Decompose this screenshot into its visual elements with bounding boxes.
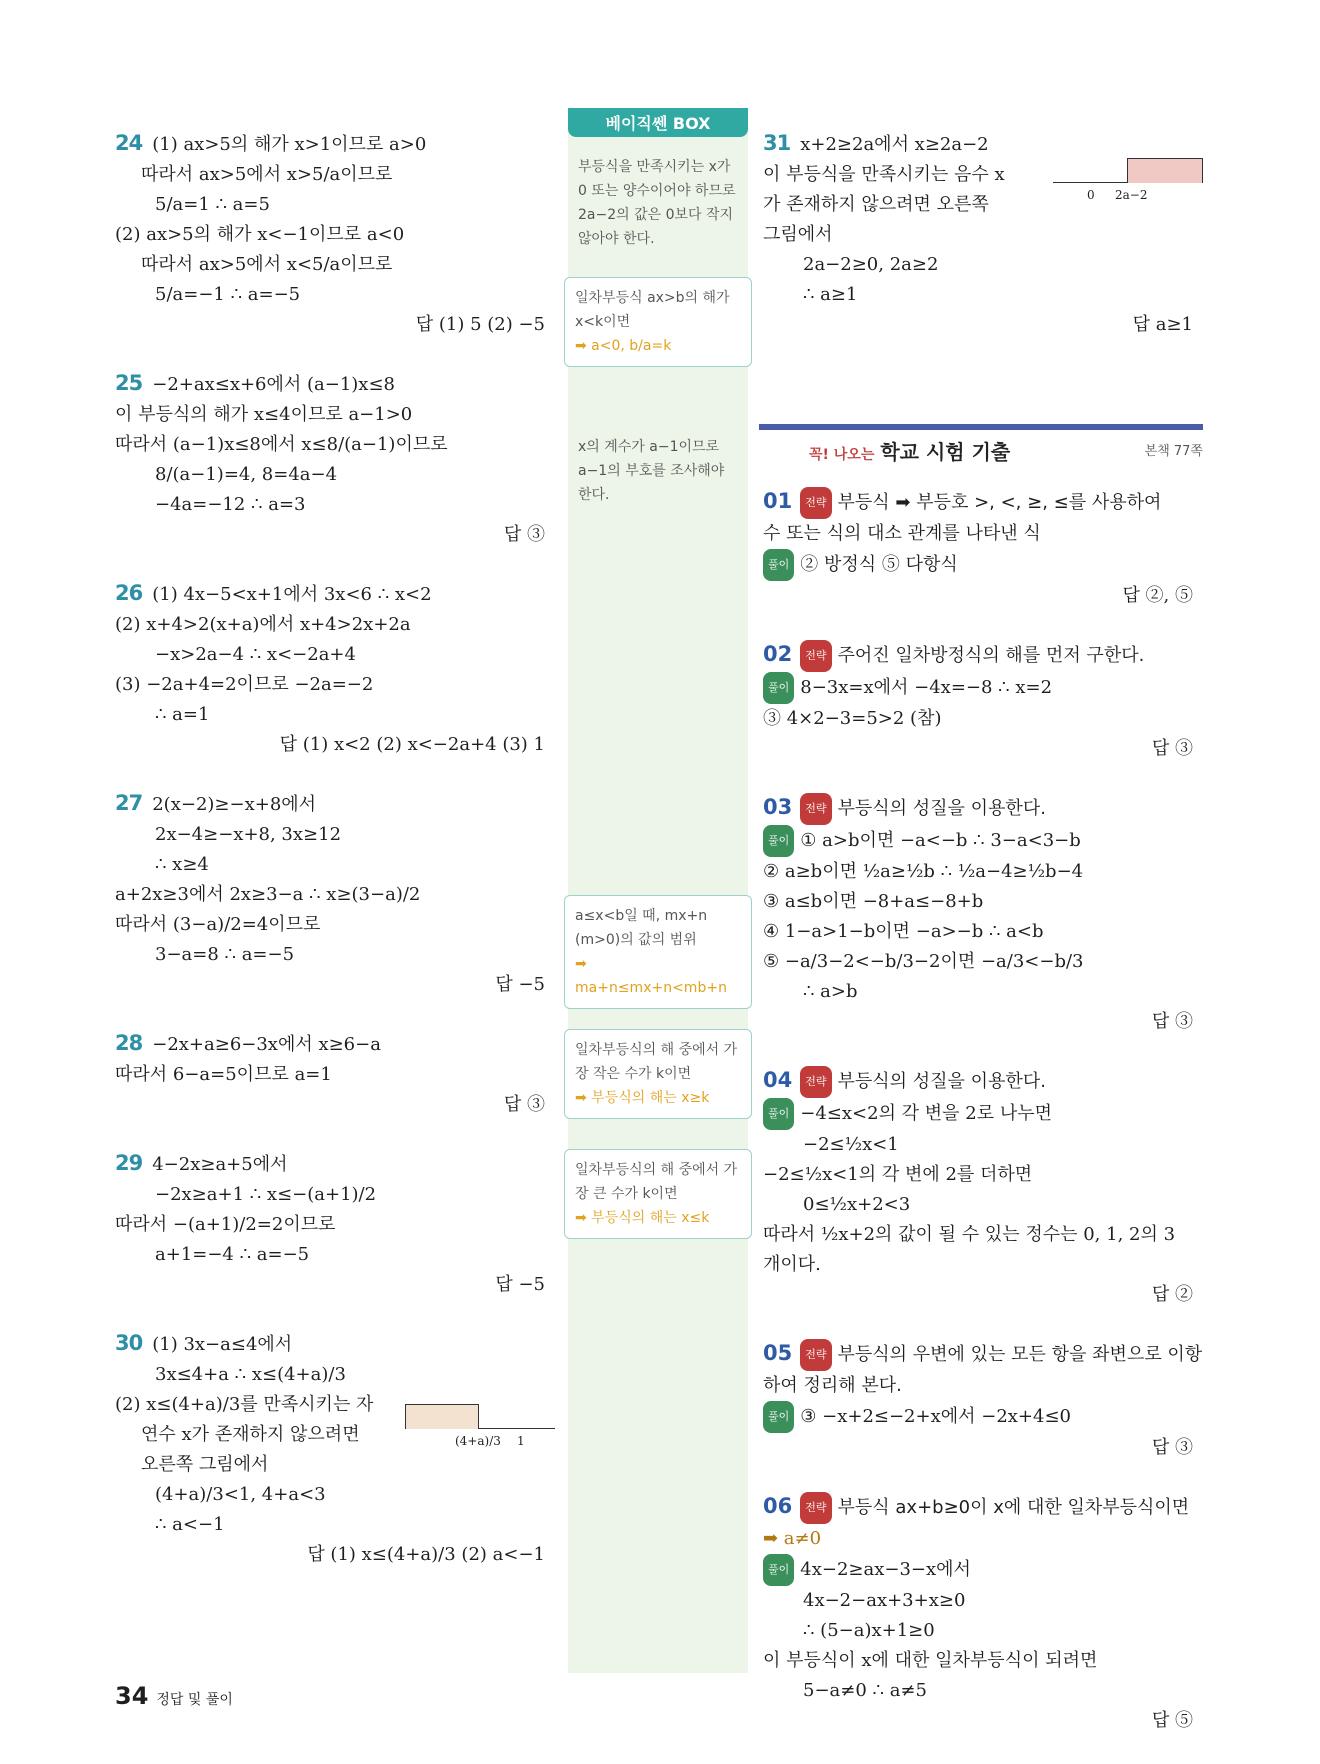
answer: 답 −5	[495, 974, 545, 995]
right-column	[763, 128, 1203, 1764]
solution-line: 2x−4≥−x+8, 3x≥12	[155, 824, 342, 845]
tip-note: x의 계수가 a−1이므로 a−1의 부호를 조사해야 한다.	[578, 439, 725, 503]
solution-line: 따라서 ax>5에서 x>5/a이므로	[141, 164, 393, 185]
question-02	[763, 639, 1203, 764]
solution-badge: 풀이	[763, 1554, 794, 1586]
solution-line: 가 존재하지 않으려면 오른쪽	[763, 194, 989, 215]
strategy-badge: 전략	[800, 1066, 831, 1098]
answer: 답 a≥1	[1132, 314, 1193, 335]
problem-28	[115, 1028, 555, 1120]
solution-line: (3) −2a+4=2이므로 −2a=−2	[115, 674, 374, 695]
tip-box-title: 베이직쎈 BOX	[568, 108, 748, 137]
tip-result: ➡ 부등식의 해는 x≥k	[575, 1090, 710, 1106]
solution-badge: 풀이	[763, 672, 794, 704]
solution-line: ∴ (5−a)x+1≥0	[803, 1620, 935, 1641]
solution-line: −2x+a≥6−3x에서 x≥6−a	[152, 1034, 381, 1055]
solution-badge: 풀이	[763, 1401, 794, 1433]
number-line-shade	[405, 1404, 479, 1429]
problem-26	[115, 578, 555, 760]
page-footer	[115, 1682, 233, 1710]
strategy-line: 주어진 일차방정식의 해를 먼저 구한다.	[837, 645, 1145, 666]
problem-number: 29	[115, 1151, 143, 1175]
solution-line: 이 부등식을 만족시키는 음수 x	[763, 164, 1005, 185]
problem-number: 24	[115, 131, 143, 155]
solution-line: −x>2a−4 ∴ x<−2a+4	[155, 644, 356, 665]
solution-line: a+1=−4 ∴ a=−5	[155, 1244, 310, 1265]
solution-line: ⑤ −a/3−2<−b/3−2이면 −a/3<−b/3	[763, 951, 1084, 972]
problem-30-body	[115, 1390, 555, 1480]
question-01	[763, 486, 1203, 611]
solution-badge: 풀이	[763, 825, 794, 857]
solution-line: −2+ax≤x+6에서 (a−1)x≤8	[152, 374, 395, 395]
solution-line: ④ 1−a>1−b이면 −a>−b ∴ a<b	[763, 921, 1044, 942]
problem-30	[115, 1328, 555, 1570]
footer-label: 정답 및 풀이	[156, 1692, 233, 1708]
problem-number: 26	[115, 581, 143, 605]
tip-card	[564, 277, 752, 367]
solution-line: 3−a=8 ∴ a=−5	[155, 944, 295, 965]
solution-line: 따라서 ½x+2의 값이 될 수 있는 정수는 0, 1, 2의 3	[763, 1224, 1176, 1245]
number-line-tick: 0	[1087, 188, 1095, 202]
answer: 답 ③	[1151, 738, 1193, 759]
answer: 답 (1) x<2 (2) x<−2a+4 (3) 1	[279, 734, 545, 755]
answer: 답 ②	[1151, 1284, 1193, 1305]
solution-line: ∴ a<−1	[155, 1514, 225, 1535]
solution-line: 따라서 (a−1)x≤8에서 x≤8/(a−1)이므로	[115, 434, 448, 455]
solution-line: 5−a≠0 ∴ a≠5	[803, 1680, 927, 1701]
solution-line: ③ 4×2−3=5>2 (참)	[763, 708, 942, 729]
tip-card	[564, 1149, 752, 1239]
page-number: 34	[115, 1682, 149, 1710]
answer: 답 ⑤	[1151, 1710, 1193, 1731]
tip-text: 일차부등식의 해 중에서 가장 작은 수가 k이면	[575, 1042, 738, 1082]
solution-line: 4x−2≥ax−3−x에서	[800, 1559, 971, 1580]
strategy-badge: 전략	[800, 793, 831, 825]
problem-25	[115, 368, 555, 550]
strategy-line: 부등식의 성질을 이용한다.	[837, 798, 1046, 819]
answer: 답 ③	[503, 1094, 545, 1115]
answer: 답 −5	[495, 1274, 545, 1295]
solution-line: ② 방정식 ⑤ 다항식	[800, 554, 958, 575]
solution-line: ① a>b이면 −a<−b ∴ 3−a<3−b	[800, 830, 1081, 851]
solution-line: 5/a=−1 ∴ a=−5	[155, 284, 301, 305]
solution-line: 이 부등식이 x에 대한 일차부등식이 되려면	[763, 1650, 1098, 1671]
problem-27	[115, 788, 555, 1000]
tip-text: 일차부등식의 해 중에서 가장 큰 수가 k이면	[575, 1162, 738, 1202]
number-line-tick: 1	[517, 1434, 525, 1448]
section-page-ref: 본책 77쪽	[1144, 444, 1203, 459]
tip-column	[568, 108, 748, 1673]
solution-line: −2≤½x<1	[803, 1134, 899, 1155]
question-number: 06	[763, 1494, 793, 1518]
problem-29	[115, 1148, 555, 1300]
solution-line: 2(x−2)≥−x+8에서	[152, 794, 317, 815]
question-number: 01	[763, 489, 793, 513]
solution-line: 수 또는 식의 대소 관계를 나타낸 식	[763, 523, 1041, 544]
question-number: 04	[763, 1068, 793, 1092]
solution-line: −2≤½x<1의 각 변에 2를 더하면	[763, 1164, 1033, 1185]
solution-line: 연수 x가 존재하지 않으려면	[141, 1424, 360, 1445]
solution-line: 오른쪽 그림에서	[141, 1454, 269, 1475]
solution-line: 0≤½x+2<3	[803, 1194, 911, 1215]
question-04	[763, 1065, 1203, 1310]
number-line-tick: (4+a)/3	[455, 1434, 501, 1448]
solution-line: ∴ a≥1	[803, 284, 858, 305]
question-05	[763, 1338, 1203, 1463]
strategy-badge: 전략	[800, 487, 831, 519]
strategy-badge: 전략	[800, 640, 831, 672]
solution-line: x+2≥2a에서 x≥2a−2	[800, 134, 989, 155]
question-number: 02	[763, 642, 793, 666]
problem-number: 27	[115, 791, 143, 815]
problem-31-body	[763, 160, 1203, 250]
question-number: 05	[763, 1341, 793, 1365]
solution-line: ③ a≤b이면 −8+a≤−8+b	[763, 891, 984, 912]
solution-line: 2a−2≥0, 2a≥2	[803, 254, 939, 275]
tip-text: 일차부등식 ax>b의 해가 x<k이면	[575, 290, 730, 330]
solution-line: 따라서 −(a+1)/2=2이므로	[115, 1214, 336, 1235]
strategy-line: ➡ a≠0	[763, 1528, 822, 1549]
answer: 답 ③	[1151, 1011, 1193, 1032]
solution-line: −4≤x<2의 각 변을 2로 나누면	[800, 1103, 1053, 1124]
solution-line: 개이다.	[763, 1254, 821, 1275]
solution-line: (1) 3x−a≤4에서	[152, 1334, 293, 1355]
strategy-badge: 전략	[800, 1339, 831, 1371]
tip-result: ➡ 부등식의 해는 x≤k	[575, 1210, 710, 1226]
solution-line: 4−2x≥a+5에서	[152, 1154, 288, 1175]
solution-line: a+2x≥3에서 2x≥3−a ∴ x≥(3−a)/2	[115, 884, 421, 905]
solution-line: (1) 4x−5<x+1에서 3x<6 ∴ x<2	[152, 584, 432, 605]
section-title	[809, 436, 1010, 465]
solution-badge: 풀이	[763, 1098, 794, 1130]
number-line-shade	[1127, 158, 1203, 183]
solution-line: ∴ a>b	[803, 981, 858, 1002]
tip-note: 부등식을 만족시키는 x가 0 또는 양수이어야 하므로 2a−2의 값은 0보다 작지 않아야 한다.	[578, 159, 736, 247]
solution-line: 8/(a−1)=4, 8=4a−4	[155, 464, 338, 485]
strategy-line: 하여 정리해 본다.	[763, 1375, 902, 1396]
solution-line: ② a≥b이면 ½a≥½b ∴ ½a−4≥½b−4	[763, 861, 1084, 882]
solution-line: 따라서 6−a=5이므로 a=1	[115, 1064, 332, 1085]
problem-31	[763, 128, 1203, 340]
section-title-text: 학교 시험 기출	[880, 440, 1011, 464]
solution-line: ∴ a=1	[155, 704, 210, 725]
problem-number: 25	[115, 371, 143, 395]
left-column	[115, 128, 555, 1598]
tip-text: a≤x<b일 때, mx+n (m>0)의 값의 범위	[575, 908, 708, 948]
problem-number: 31	[763, 131, 791, 155]
answer: 답 (1) 5 (2) −5	[415, 314, 545, 335]
section-prefix: 꼭! 나오는	[809, 447, 875, 463]
answer: 답 ②, ⑤	[1122, 585, 1193, 606]
solution-line: (2) x+4>2(x+a)에서 x+4>2x+2a	[115, 614, 411, 635]
solution-line: 4x−2−ax+3+x≥0	[803, 1590, 966, 1611]
solution-line: (4+a)/3<1, 4+a<3	[155, 1484, 326, 1505]
section-header	[759, 424, 1203, 468]
question-03	[763, 792, 1203, 1037]
question-06	[763, 1491, 1203, 1736]
solution-line: (2) x≤(4+a)/3를 만족시키는 자	[115, 1394, 374, 1415]
solution-line: 8−3x=x에서 −4x=−8 ∴ x=2	[800, 677, 1053, 698]
solution-line: 그림에서	[763, 224, 833, 245]
solution-line: ∴ x≥4	[155, 854, 209, 875]
solution-line: 3x≤4+a ∴ x≤(4+a)/3	[155, 1364, 346, 1385]
strategy-line: 부등식 ax+b≥0이 x에 대한 일차부등식이면	[837, 1497, 1190, 1518]
problem-24	[115, 128, 555, 340]
solution-line: −4a=−12 ∴ a=3	[155, 494, 306, 515]
solution-line: (2) ax>5의 해가 x<−1이므로 a<0	[115, 224, 405, 245]
number-line-figure	[1053, 154, 1203, 214]
tip-card	[564, 1029, 752, 1119]
problem-number: 30	[115, 1331, 143, 1355]
solution-line: 이 부등식의 해가 x≤4이므로 a−1>0	[115, 404, 413, 425]
solution-line: (1) ax>5의 해가 x>1이므로 a>0	[152, 134, 427, 155]
strategy-line: 부등식 ➡ 부등호 >, <, ≥, ≤를 사용하여	[837, 492, 1162, 513]
solution-line: −2x≥a+1 ∴ x≤−(a+1)/2	[155, 1184, 377, 1205]
number-line-tick: 2a−2	[1115, 188, 1148, 202]
solution-badge: 풀이	[763, 549, 794, 581]
solution-line: 따라서 ax>5에서 x<5/a이므로	[141, 254, 393, 275]
strategy-line: 부등식의 우변에 있는 모든 항을 좌변으로 이항	[837, 1344, 1203, 1365]
solution-line: 5/a=1 ∴ a=5	[155, 194, 270, 215]
solution-line: ③ −x+2≤−2+x에서 −2x+4≤0	[800, 1406, 1071, 1427]
tip-result: ➡ a<0, b/a=k	[575, 338, 672, 354]
problem-number: 28	[115, 1031, 143, 1055]
tip-card	[564, 895, 752, 1009]
answer: 답 ③	[1151, 1437, 1193, 1458]
answer: 답 ③	[503, 524, 545, 545]
number-line-figure	[405, 1400, 555, 1460]
question-number: 03	[763, 795, 793, 819]
answer: 답 (1) x≤(4+a)/3 (2) a<−1	[307, 1544, 545, 1565]
strategy-line: 부등식의 성질을 이용한다.	[837, 1071, 1046, 1092]
tip-result: ➡ ma+n≤mx+n<mb+n	[575, 956, 727, 996]
strategy-badge: 전략	[800, 1492, 831, 1524]
solution-line: 따라서 (3−a)/2=4이므로	[115, 914, 321, 935]
